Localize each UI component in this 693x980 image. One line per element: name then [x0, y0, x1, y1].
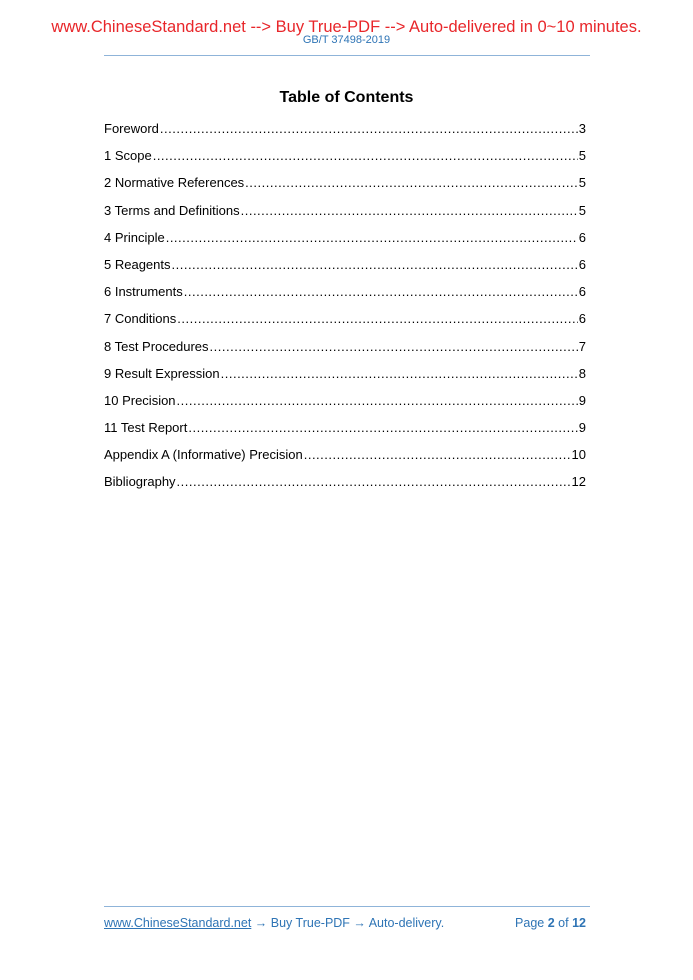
toc-entry-label: 7 Conditions [104, 311, 177, 327]
toc-entry-page: 10 [571, 447, 586, 463]
dot-leader [166, 229, 578, 246]
toc-entry-label: 9 Result Expression [104, 365, 220, 381]
toc-entry-bibliography[interactable] [104, 473, 586, 500]
toc-entry-label: 3 Terms and Definitions [104, 202, 240, 218]
dot-leader [188, 419, 577, 436]
toc-title: Table of Contents [279, 89, 414, 106]
footer-left [104, 915, 444, 933]
toc-entry-page: 6 [578, 229, 586, 245]
toc-entry-foreword[interactable] [104, 120, 586, 147]
table-of-contents [104, 120, 586, 501]
toc-entry-normative-references[interactable] [104, 174, 586, 201]
standard-code: GB/T 37498-2019 [302, 34, 391, 46]
dot-leader [210, 338, 578, 355]
toc-entry-terms-definitions[interactable] [104, 202, 586, 229]
of-label: of [558, 916, 569, 930]
page-counter [515, 915, 586, 933]
dot-leader [245, 174, 578, 191]
toc-entry-result-expression[interactable] [104, 365, 586, 392]
total-pages: 12 [572, 916, 586, 930]
toc-entry-page: 6 [578, 256, 586, 272]
toc-entry-test-procedures[interactable] [104, 338, 586, 365]
promo-banner[interactable]: www.ChineseStandard.net --> Buy True-PDF --> Auto-delivered in 0~10 minutes. [51, 18, 642, 36]
dot-leader [153, 147, 578, 164]
header-divider [104, 55, 590, 56]
toc-entry-page: 3 [578, 121, 586, 136]
current-page: 2 [547, 916, 555, 930]
toc-entry-page: 6 [578, 284, 586, 300]
toc-entry-principle[interactable] [104, 229, 586, 256]
toc-entry-label: 1 Scope [104, 148, 152, 164]
toc-entry-label: 8 Test Procedures [104, 338, 209, 354]
toc-entry-precision[interactable] [104, 392, 586, 419]
toc-entry-test-report[interactable] [104, 419, 586, 446]
footer-divider [104, 906, 590, 907]
toc-entry-page: 12 [571, 474, 586, 490]
dot-leader [172, 256, 578, 273]
toc-entry-page: 5 [578, 148, 586, 164]
toc-entry-scope[interactable] [104, 147, 586, 174]
dot-leader [304, 446, 571, 463]
page-footer [104, 915, 586, 933]
toc-entry-page: 5 [578, 175, 586, 191]
toc-entry-label: Appendix A (Informative) Precision [104, 447, 303, 463]
dot-leader [177, 310, 577, 327]
toc-entry-page: 7 [578, 338, 586, 354]
toc-entry-label: 5 Reagents [104, 256, 171, 272]
dot-leader [177, 392, 578, 409]
dot-leader [221, 365, 578, 382]
toc-entry-instruments[interactable] [104, 283, 586, 310]
toc-entry-page: 9 [578, 392, 586, 408]
toc-entry-label: 10 Precision [104, 392, 176, 408]
toc-entry-label: Foreword [104, 121, 159, 136]
toc-entry-appendix-a[interactable] [104, 446, 586, 473]
dot-leader [184, 283, 578, 300]
toc-entry-page: 9 [578, 420, 586, 436]
toc-entry-reagents[interactable] [104, 256, 586, 283]
toc-entry-label: 2 Normative References [104, 175, 245, 191]
toc-entry-page: 6 [578, 311, 586, 327]
dot-leader [177, 473, 571, 490]
toc-entry-label: 6 Instruments [104, 284, 183, 300]
dot-leader [160, 120, 578, 137]
toc-entry-conditions[interactable] [104, 310, 586, 337]
page-label: Page [515, 916, 545, 930]
toc-entry-page: 5 [578, 202, 586, 218]
footer-site-link[interactable]: www.ChineseStandard.net [104, 916, 252, 930]
footer-tagline: → Buy True-PDF → Auto-delivery. [251, 916, 445, 930]
toc-entry-label: 4 Principle [104, 229, 165, 245]
toc-entry-page: 8 [578, 365, 586, 381]
toc-entry-label: 11 Test Report [104, 420, 188, 436]
toc-entry-label: Bibliography [104, 474, 176, 490]
dot-leader [241, 202, 578, 219]
